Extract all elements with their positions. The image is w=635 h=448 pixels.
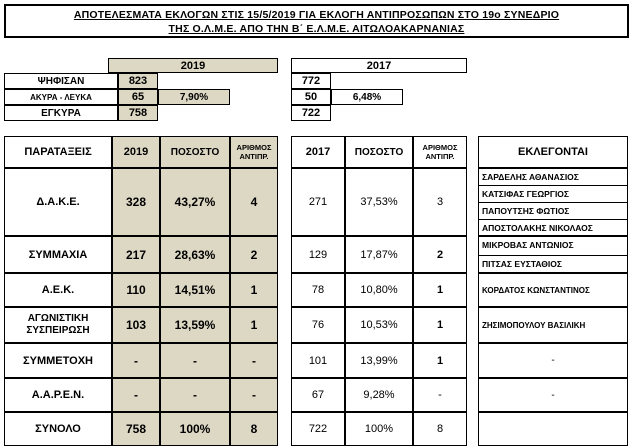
elected-name: ΠΑΠΟΥΤΣΗΣ ΦΩΤΙΟΣ [479, 202, 627, 219]
pct-2019: - [160, 378, 230, 412]
votes-2019: 217 [112, 236, 160, 273]
elected-name: ΑΠΟΣΤΟΛΑΚΗΣ ΝΙΚΟΛΑΟΣ [479, 219, 627, 236]
party-symmaxia: ΣΥΜΜΑΧΙΑ [4, 236, 112, 273]
invalid-2019: 65 [118, 89, 158, 105]
pct-2017: 10,80% [345, 273, 413, 307]
elected-agon: ΖΗΣΙΜΟΠΟΥΛΟΥ ΒΑΣΙΛΙΚΗ [478, 307, 628, 343]
votes-2019: 758 [112, 412, 160, 446]
valid-2019: 758 [118, 105, 158, 121]
party-aaren: Α.Α.Ρ.Ε.Ν. [4, 378, 112, 412]
votes-2017: 67 [291, 378, 345, 412]
party-agon: ΑΓΩΝΙΣΤΙΚΗ ΣΥΣΠΕΙΡΩΣΗ [4, 307, 112, 343]
header-pct-2017: ΠΟΣΟΣΤΟ [345, 136, 413, 168]
votes-2019: - [112, 378, 160, 412]
elected-total-empty [478, 412, 628, 446]
votes-2017: 271 [291, 168, 345, 236]
party-aek: Α.Ε.Κ. [4, 273, 112, 307]
votes-2017: 129 [291, 236, 345, 273]
reps-2019: 1 [230, 307, 278, 343]
elected-name: ΜΙΚΡΟΒΑΣ ΑΝΤΩΝΙΟΣ [482, 240, 574, 250]
pct-2017: 10,53% [345, 307, 413, 343]
pct-2019: 28,63% [160, 236, 230, 273]
pct-2017: 37,53% [345, 168, 413, 236]
reps-2017: 2 [413, 236, 467, 273]
header-2019: 2019 [112, 136, 160, 168]
votes-2019: 328 [112, 168, 160, 236]
pct-2017: 100% [345, 412, 413, 446]
elected-name: ΣΑΡΔΕΛΗΣ ΑΘΑΝΑΣΙΟΣ [482, 172, 579, 182]
reps-2017: - [413, 378, 467, 412]
votes-2019: 103 [112, 307, 160, 343]
invalid-2017: 50 [291, 89, 331, 105]
summary-2019-header: 2019 [108, 58, 278, 73]
pct-2019: - [160, 343, 230, 378]
summary-2017-header: 2017 [291, 58, 467, 73]
elected-aek: ΚΟΡΔΑΤΟΣ ΚΩΝΣΤΑΝΤΙΝΟΣ [478, 273, 628, 307]
elected-symmetoxh: - [478, 343, 628, 378]
header-pct-2019: ΠΟΣΟΣΤΟ [160, 136, 230, 168]
reps-2017: 1 [413, 307, 467, 343]
reps-2019: 8 [230, 412, 278, 446]
reps-2019: - [230, 378, 278, 412]
party-total: ΣΥΝΟΛΟ [4, 412, 112, 446]
elected-dake [478, 168, 628, 236]
header-reps-2019: ΑΡΙΘΜΟΣ ΑΝΤΙΠΡ. [230, 136, 278, 168]
party-dake: Δ.Α.Κ.Ε. [4, 168, 112, 236]
voted-2019: 823 [118, 73, 158, 89]
votes-2019: - [112, 343, 160, 378]
elected-aaren: - [478, 378, 628, 412]
votes-2017: 78 [291, 273, 345, 307]
title-line-2: ΤΗΣ Ο.Λ.Μ.Ε. ΑΠΟ ΤΗΝ Β΄ Ε.Λ.Μ.Ε. ΑΙΤΩΛΟΑΚΑΡΝΑΝΙΑΣ [168, 23, 465, 35]
page-title [4, 4, 629, 38]
reps-2017: 8 [413, 412, 467, 446]
header-reps-2017: ΑΡΙΘΜΟΣ ΑΝΤΙΠΡ. [413, 136, 467, 168]
reps-2019: - [230, 343, 278, 378]
invalid-pct-2017: 6,48% [331, 89, 403, 105]
votes-2017: 76 [291, 307, 345, 343]
reps-2019: 1 [230, 273, 278, 307]
reps-2019: 4 [230, 168, 278, 236]
reps-2017: 1 [413, 343, 467, 378]
reps-2017: 3 [413, 168, 467, 236]
header-2017: 2017 [291, 136, 345, 168]
label-invalid: ΑΚΥΡΑ - ΛΕΥΚΑ [4, 89, 118, 105]
pct-2019: 43,27% [160, 168, 230, 236]
reps-2017: 1 [413, 273, 467, 307]
pct-2017: 9,28% [345, 378, 413, 412]
title-line-1: ΑΠΟΤΕΛΕΣΜΑΤΑ ΕΚΛΟΓΩΝ ΣΤΙΣ 15/5/2019 ΓΙΑ ΕΚΛΟΓΗ ΑΝΤΙΠΡΟΣΩΠΩΝ ΣΤΟ 19ο ΣΥΝΕΔΡΙΟ [73, 9, 560, 21]
elected-name: ΠΙΤΣΑΣ ΕΥΣΤΑΘΙΟΣ [479, 255, 627, 272]
voted-2017: 772 [291, 73, 331, 89]
pct-2017: 13,99% [345, 343, 413, 378]
header-elected: ΕΚΛΕΓΟΝΤΑΙ [478, 136, 628, 168]
header-party: ΠΑΡΑΤΑΞΕΙΣ [4, 136, 112, 168]
pct-2019: 100% [160, 412, 230, 446]
pct-2019: 13,59% [160, 307, 230, 343]
pct-2019: 14,51% [160, 273, 230, 307]
label-valid: ΕΓΚΥΡΑ [4, 105, 118, 121]
votes-2017: 101 [291, 343, 345, 378]
pct-2017: 17,87% [345, 236, 413, 273]
elected-symmaxia [478, 236, 628, 273]
reps-2019: 2 [230, 236, 278, 273]
valid-2017: 722 [291, 105, 331, 121]
party-symmetoxh: ΣΥΜΜΕΤΟΧΗ [4, 343, 112, 378]
invalid-pct-2019: 7,90% [158, 89, 230, 105]
elected-name: ΚΑΤΣΙΦΑΣ ΓΕΩΡΓΙΟΣ [479, 185, 627, 202]
votes-2019: 110 [112, 273, 160, 307]
votes-2017: 722 [291, 412, 345, 446]
label-voted: ΨΗΦΙΣΑΝ [4, 73, 118, 89]
